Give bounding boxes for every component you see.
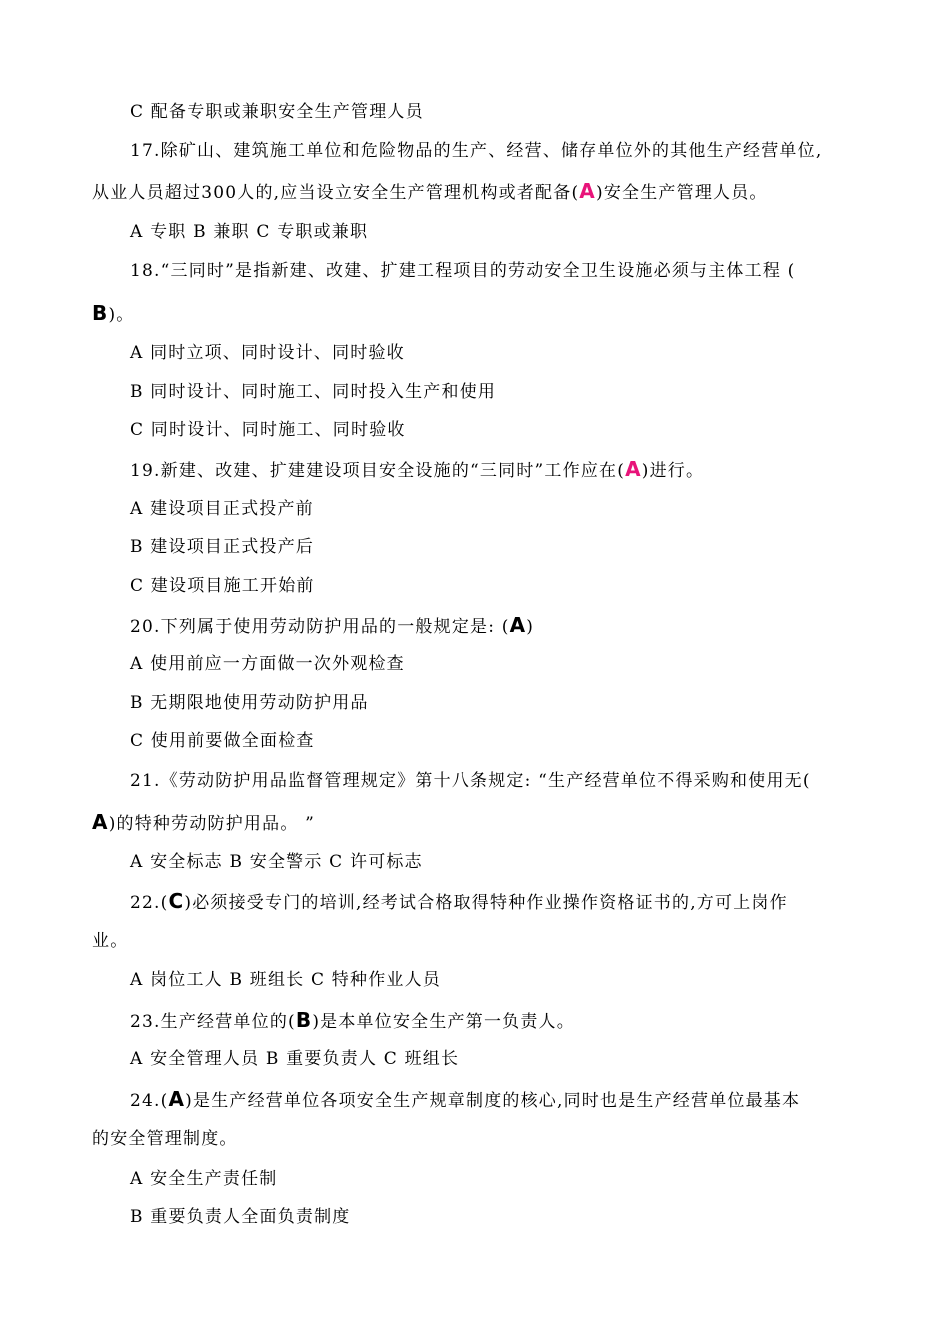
answer-mark: A bbox=[579, 179, 596, 203]
question-18-option-c: C 同时设计、同时施工、同时验收 bbox=[130, 420, 406, 440]
question-18-option-b: B 同时设计、同时施工、同时投入生产和使用 bbox=[130, 382, 497, 402]
question-18-text: 18.“三同时”是指新建、改建、扩建工程项目的劳动安全卫生设施必须与主体工程 ( bbox=[130, 261, 796, 281]
question-18-option-a: A 同时立项、同时设计、同时验收 bbox=[130, 343, 405, 363]
question-22-text: 22.(C)必须接受专门的培训,经考试合格取得特种作业操作资格证书的,方可上岗作 bbox=[130, 889, 788, 913]
option-line: C 配备专职或兼职安全生产管理人员 bbox=[130, 102, 424, 122]
question-23-options: A 安全管理人员 B 重要负责人 C 班组长 bbox=[130, 1049, 460, 1069]
question-19-option-a: A 建设项目正式投产前 bbox=[130, 499, 314, 519]
question-21-text-cont: A)的特种劳动防护用品。 ” bbox=[92, 810, 316, 834]
answer-mark: B bbox=[92, 301, 109, 325]
question-24-option-a: A 安全生产责任制 bbox=[130, 1169, 278, 1189]
answer-mark: A bbox=[168, 1087, 186, 1111]
question-19-option-c: C 建设项目施工开始前 bbox=[130, 576, 315, 596]
question-18-text-cont: B)。 bbox=[92, 301, 135, 325]
question-24-text: 24.(A)是生产经营单位各项安全生产规章制度的核心,同时也是生产经营单位最基本 bbox=[130, 1087, 801, 1111]
answer-mark: A bbox=[92, 810, 109, 834]
question-19-option-b: B 建设项目正式投产后 bbox=[130, 537, 315, 557]
question-17-options: A 专职 B 兼职 C 专职或兼职 bbox=[130, 222, 369, 242]
question-20-option-a: A 使用前应一方面做一次外观检查 bbox=[130, 654, 405, 674]
answer-mark: B bbox=[295, 1008, 313, 1032]
question-20-text: 20.下列属于使用劳动防护用品的一般规定是: (A) bbox=[130, 613, 535, 637]
question-21-options: A 安全标志 B 安全警示 C 许可标志 bbox=[130, 852, 423, 872]
question-24-text-cont: 的安全管理制度。 bbox=[92, 1129, 238, 1149]
question-19-text: 19.新建、改建、扩建建设项目安全设施的“三同时”工作应在(A)进行。 bbox=[130, 457, 705, 481]
question-20-option-c: C 使用前要做全面检查 bbox=[130, 731, 315, 751]
question-22-text-cont: 业。 bbox=[92, 931, 129, 951]
question-24-option-b: B 重要负责人全面负责制度 bbox=[130, 1207, 351, 1227]
question-20-option-b: B 无期限地使用劳动防护用品 bbox=[130, 693, 369, 713]
answer-mark: A bbox=[509, 613, 527, 637]
question-17-text-cont: 从业人员超过300人的,应当设立安全生产管理机构或者配备(A)安全生产管理人员。 bbox=[92, 179, 768, 203]
question-22-options: A 岗位工人 B 班组长 C 特种作业人员 bbox=[130, 970, 441, 990]
question-23-text: 23.生产经营单位的(B)是本单位安全生产第一负责人。 bbox=[130, 1008, 575, 1032]
question-17-text: 17.除矿山、建筑施工单位和危险物品的生产、经营、储存单位外的其他生产经营单位, bbox=[130, 141, 823, 161]
answer-mark: A bbox=[625, 457, 642, 481]
answer-mark: C bbox=[168, 889, 185, 913]
question-21-text: 21.《劳动防护用品监督管理规定》第十八条规定: “生产经营单位不得采购和使用无( bbox=[130, 771, 811, 791]
